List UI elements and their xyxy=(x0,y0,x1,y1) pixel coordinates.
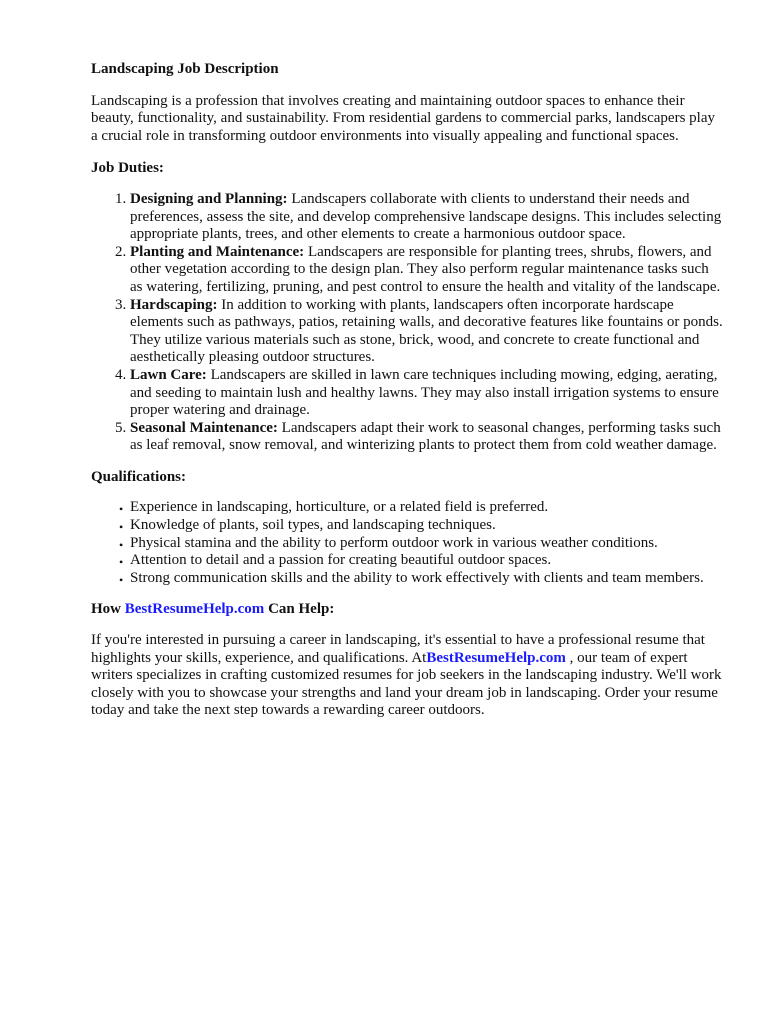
duty-title: Planting and Maintenance: xyxy=(130,243,305,260)
intro-paragraph: Landscaping is a profession that involves creating and maintaining outdoor spaces to enhance their beauty, functionality, and sustainability. From residential gardens to commercial parks, landscapers play a crucial role in transforming outdoor environments into visually appealing and functional spaces. xyxy=(91,92,715,144)
job-duties-list xyxy=(91,191,723,455)
qualification-text: Experience in landscaping, horticulture, or a related field is preferred. xyxy=(130,499,549,516)
duty-text: Landscapers adapt their work to seasonal changes, performing tasks such as leaf removal, snow removal, and winterizing plants to protect them from cold weather damage. xyxy=(130,419,721,454)
duty-text: Landscapers collaborate with clients to understand their needs and preferences, assess the site, and develop comprehensive landscape designs. This includes selecting appropriate plants, trees, and other elements to create a harmonious outdoor space. xyxy=(130,190,722,243)
help-heading-prefix: How xyxy=(91,601,125,618)
bullet-icon: • xyxy=(119,572,124,587)
document-title: Landscaping Job Description xyxy=(91,61,279,77)
qualification-text: Strong communication skills and the ability to work effectively with clients and team members. xyxy=(130,569,704,586)
duty-title: Lawn Care: xyxy=(130,366,207,383)
duty-text: Landscapers are responsible for planting trees, shrubs, flowers, and other vegetation according to the design plan. They also perform regular maintenance tasks such as watering, fertilizing, pruning, and pest control to ensure the health and vitality of the landscape. xyxy=(130,243,721,295)
help-para-after: , our team of expert writers specializes in crafting customized resumes for job seekers in the landscaping industry. We'll work closely with you to showcase your strengths and land your dream job in landscaping. Order your resume today and take the next step towards a rewarding career outdoors. xyxy=(91,649,722,719)
duty-item xyxy=(130,244,723,297)
help-para-link[interactable]: BestResumeHelp.com xyxy=(426,649,566,666)
qualification-item xyxy=(119,569,723,588)
duty-item xyxy=(130,297,723,367)
qualification-item xyxy=(119,499,723,517)
duty-item xyxy=(130,367,723,420)
bullet-icon: • xyxy=(119,537,124,552)
qualifications-list xyxy=(91,499,723,587)
bullet-icon: • xyxy=(119,555,124,570)
duty-item xyxy=(130,420,723,455)
duty-title: Seasonal Maintenance: xyxy=(130,419,278,436)
qualification-text: Attention to detail and a passion for creating beautiful outdoor spaces. xyxy=(130,552,552,569)
duty-item xyxy=(130,191,723,244)
duty-text: Landscapers are skilled in lawn care techniques including mowing, edging, aerating, and seeding to maintain lush and healthy lawns. They may also install irrigation systems to ensure proper watering and drainage. xyxy=(130,366,719,419)
help-para-before: If you're interested in pursuing a career in landscaping, it's essential to have a professional resume that highlights your skills, experience, and qualifications. At xyxy=(91,632,705,666)
qualification-text: Knowledge of plants, soil types, and landscaping techniques. xyxy=(130,517,496,534)
help-heading-link[interactable]: BestResumeHelp.com xyxy=(124,601,265,618)
duty-title: Hardscaping: xyxy=(130,296,218,313)
help-heading xyxy=(91,601,723,619)
help-heading-suffix: Can Help: xyxy=(264,601,335,618)
qualification-item xyxy=(119,552,723,570)
help-paragraph xyxy=(91,632,723,720)
duty-text: In addition to working with plants, landscapers often incorporate hardscape elements such as pathways, patios, retaining walls, and decorative features like fountains or ponds. They utilize various materials such as stone, brick, wood, and concrete to create functional and aesthetically pleasing outdoor structures. xyxy=(130,296,723,366)
bullet-icon: • xyxy=(119,520,124,535)
qualification-text: Physical stamina and the ability to perform outdoor work in various weather conditions. xyxy=(130,534,658,551)
qualification-item xyxy=(119,534,723,553)
job-duties-heading: Job Duties: xyxy=(91,160,164,177)
qualifications-heading: Qualifications: xyxy=(91,468,187,485)
qualification-item xyxy=(119,517,723,535)
duty-title: Designing and Planning: xyxy=(130,190,288,207)
bullet-icon: • xyxy=(119,502,124,517)
document-page xyxy=(91,61,723,735)
